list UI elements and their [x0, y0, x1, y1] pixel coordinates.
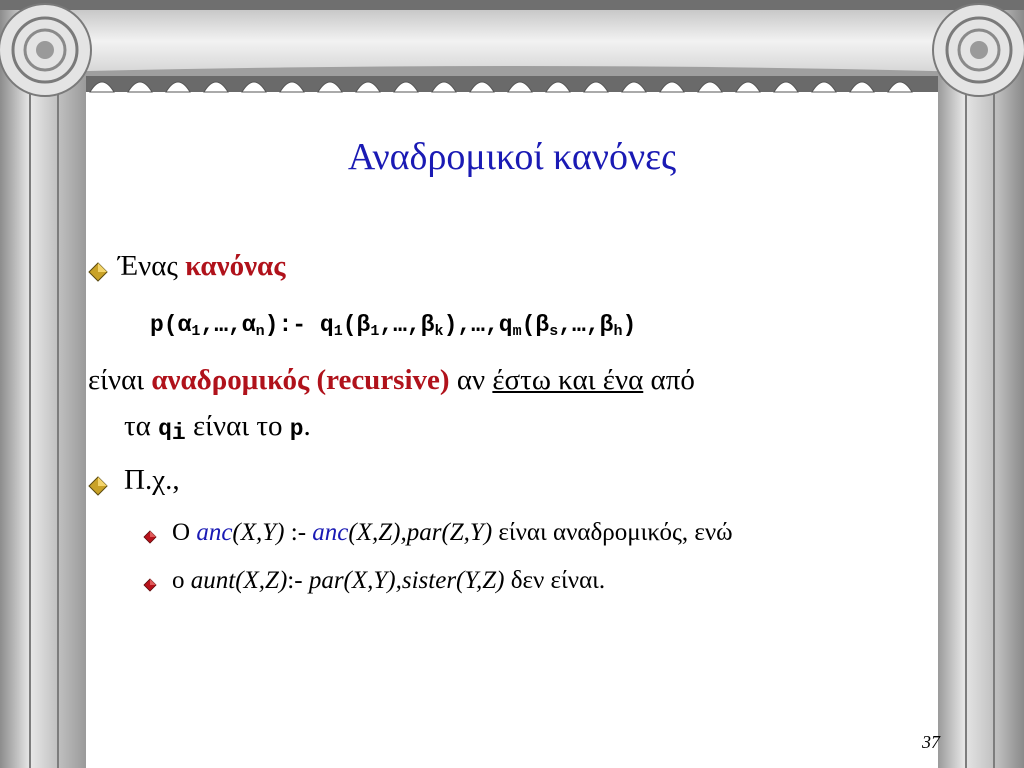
q-sub-i: i	[171, 420, 186, 446]
text-einai-to: είναι το	[185, 410, 290, 442]
args-1: (X,Y)	[232, 519, 285, 546]
example-aunt	[172, 567, 605, 595]
text-ta: τα	[124, 410, 159, 442]
args-2: (X,Z),par(Z,Y)	[348, 519, 493, 546]
anc-2: anc	[312, 519, 349, 546]
text-einai: είναι	[88, 364, 152, 396]
p-symbol: p	[289, 416, 304, 442]
diamond-bullet-icon	[88, 262, 108, 282]
aunt-body: par(X,Y),sister(Y,Z)	[308, 567, 505, 594]
small-diamond-bullet-icon	[143, 578, 157, 592]
text-O: Ο	[172, 519, 197, 546]
formula-sub-q1: 1	[333, 323, 343, 340]
formula-rule: ):- q	[264, 312, 334, 338]
text-an: αν	[449, 364, 493, 396]
rule-symbol-2: :-	[287, 567, 309, 594]
underlined-text: έστω και ένα	[492, 364, 644, 396]
recursive-definition-line-2	[124, 410, 311, 446]
example-anc	[172, 519, 733, 547]
anc-1: anc	[196, 519, 233, 546]
formula-c4: ,…,β	[558, 312, 614, 338]
recursive-definition-line	[88, 364, 695, 397]
bold-kanonas: κανόνας	[185, 250, 286, 282]
recursive-paren: (recursive)	[309, 364, 450, 396]
formula-sub-s: s	[549, 323, 559, 340]
diamond-bullet-icon	[88, 476, 108, 496]
text-a: Ένας	[118, 250, 186, 282]
page-number: 37	[922, 732, 940, 752]
formula-sub-h: h	[613, 323, 623, 340]
rule-formula	[150, 312, 636, 338]
bold-anadromikos: αναδρομικός	[151, 364, 310, 396]
formula-b1: (β	[342, 312, 371, 338]
formula-sub-1: 1	[191, 323, 201, 340]
bullet-line-example: Π.χ.,	[124, 464, 180, 496]
slide-title: Αναδρομικοί κανόνες	[347, 136, 677, 178]
formula-end: )	[622, 312, 637, 338]
q-symbol: q	[158, 416, 172, 442]
formula-p: p(α	[150, 312, 192, 338]
text-rest-2: δεν είναι.	[504, 567, 606, 594]
formula-sub-k: k	[434, 323, 444, 340]
formula-c3: ),…,q	[443, 312, 513, 338]
formula-c1: ,…,α	[200, 312, 256, 338]
rule-symbol: :-	[284, 519, 313, 546]
formula-sub-m: m	[512, 323, 522, 340]
bullet-line-rule	[118, 250, 285, 283]
text-apo: από	[643, 364, 695, 396]
formula-b2: (β	[521, 312, 550, 338]
formula-c2: ,…,β	[379, 312, 435, 338]
small-diamond-bullet-icon	[143, 530, 157, 544]
period: .	[303, 410, 311, 442]
formula-sub-b1: 1	[370, 323, 380, 340]
text-o: ο	[172, 567, 191, 594]
formula-sub-n: n	[255, 323, 265, 340]
aunt-head: aunt(X,Z)	[190, 567, 288, 594]
text-rest: είναι αναδρομικός, ενώ	[492, 519, 733, 546]
